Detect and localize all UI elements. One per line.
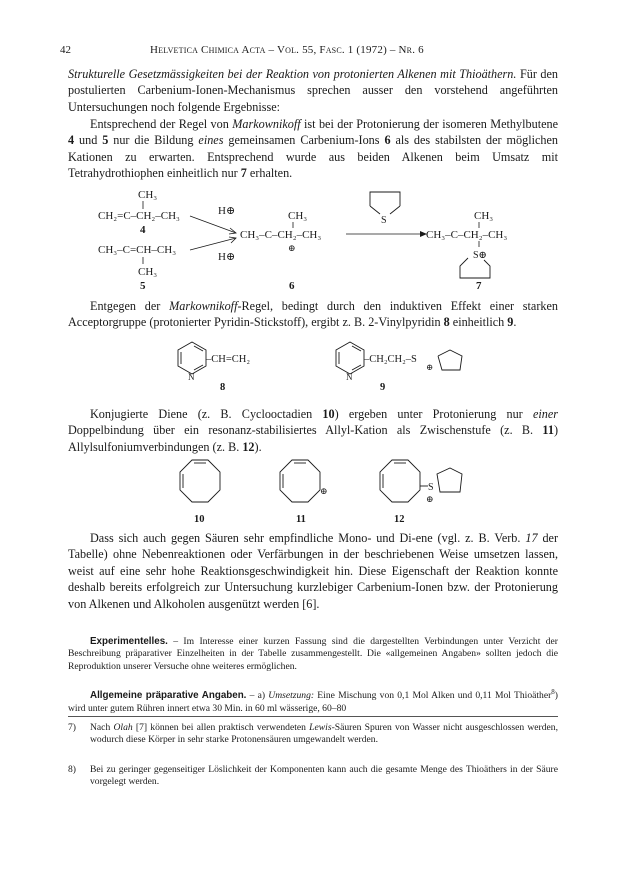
page-number: 42 [60, 44, 71, 56]
compound-4-formula: CH₂=C–CH₂–CH₃ [98, 210, 180, 222]
compound-label-10: 10 [194, 514, 205, 525]
ch3-label: CH₃ [138, 189, 158, 201]
footnote-mark: 7) [68, 722, 76, 733]
paragraph-anti-markownikoff: Entgegen der Markownikoff-Regel, bedingt durch den induktiven Effekt einer starken Acceptorgruppe (protonierter Pyridin-Stickstoff), ergibt z. B. 2-Vinylpyridin 8 einheitlich 9. [68, 299, 558, 330]
compound-label-4: 4 [140, 224, 146, 236]
product-7-formula: CH₃–C–CH₂–CH₃ [426, 229, 508, 241]
compound-label-12: 12 [394, 514, 405, 525]
name-markownikoff: Markownikoff [169, 299, 238, 313]
paragraph-intro [68, 66, 558, 115]
experimental-heading: Experimentelles. [90, 636, 168, 647]
sulfur-atom: S [428, 482, 434, 493]
name-markownikoff: Markownikoff [232, 117, 301, 131]
compound-label-11: 11 [296, 514, 306, 525]
general-heading: Allgemeine präparative Angaben. [90, 690, 247, 702]
ethyl-sulfonium-chain: –CH₂CH₂–S [364, 354, 417, 365]
compound-label-7: 7 [476, 280, 482, 292]
compound-5-formula: CH₃–C=CH–CH₃ [98, 244, 177, 256]
ch3-label: CH₃ [474, 210, 494, 222]
paragraph-reaction-rate: Dass sich auch gegen Säuren sehr empfindliche Mono- und Di-ene (vgl. z. B. Verb. 17 der Tabelle) ohne Nebenreaktionen oder Verfärbungen in der beschriebenen Weise umsetzen lassen, weist auf eine sehr hohe Reaktionsgeschwindigkeit hin. Diese Eigenschaft der Reaktion konnte deshalb bereits erfolgreich zur Untersuchung kurzlebiger Carbenium-Ionen bzw. der Protonierung von Alkenen und Alkoholen ausgenützt werden [6]. [68, 531, 558, 611]
compound-label-8: 8 [220, 382, 226, 393]
nitrogen-atom: N [346, 372, 353, 382]
compound-label-6: 6 [289, 280, 295, 292]
journal-title: Helvetica Chimica Acta – Vol. 55, Fasc. 1 (1972) – Nr. 6 [150, 44, 424, 56]
proton-label: H⊕ [218, 205, 236, 217]
positive-charge: ⊕ [320, 486, 328, 496]
compound-label-5: 5 [140, 280, 146, 292]
sulfonium-atom: S⊕ [473, 250, 487, 261]
footnote-mark: 8) [68, 764, 76, 775]
scheme-vinylpyridine [160, 340, 480, 398]
footnote-8: 8) Bei zu geringer gegenseitiger Löslichkeit der Komponenten kann auch die gesamte Menge des Thioäthers in der Säure vorgelegt werden. [68, 764, 558, 788]
positive-charge: ⊕ [288, 243, 296, 253]
paragraph-experimental: Experimentelles. – Im Interesse einer kurzen Fassung sind die dargestellten Verbindungen unter Verzicht der Beschreibung präparativer Einzelheiten in der Tabelle zusammengestellt. Die «allgemeinen Angaben» sollten jedoch die Reproduktion unserer Versuche ohne weiteres ermöglichen. [68, 636, 558, 672]
cation-6-formula: CH₃–C–CH₂–CH₃ [240, 229, 322, 241]
footnote-rule [68, 716, 558, 717]
nitrogen-atom: N [188, 372, 195, 382]
reaction-scheme-methylbutenes [90, 186, 530, 292]
ch3-label: CH₃ [138, 266, 158, 278]
vinyl-group: –CH=CH₂ [206, 354, 251, 365]
scheme-cyclooctadiene [160, 458, 480, 530]
positive-charge: ⊕ [426, 362, 434, 372]
intro-text: Für den postulierten Carbenium-Ionen-Mechanismus sprechen ausser den vorstehend angeführten Untersuchungen noch folgende Ergebnisse: [68, 67, 559, 114]
section-title: Strukturelle Gesetzmässigkeiten bei der Reaktion von protonierten Alkenen mit Thioäthern. [68, 67, 517, 81]
paragraph-dienes: Konjugierte Diene (z. B. Cyclooctadien 10) ergeben unter Protonierung nur einer Doppelbindung über ein resonanz-stabilisiertes Allyl-Kation als Zwischenstufe (z. B. 11) Allylsulfoniumverbindungen (z. B. 12). [68, 407, 558, 454]
compound-label-9: 9 [380, 382, 386, 393]
paragraph-general-procedure: Allgemeine präparative Angaben. – a) Umsetzung: Eine Mischung von 0,1 Mol Alken und 0,11 Mol Thioäther$^8$) wird unter gutem Rühren innert etwa 30 Min. in 60 ml wässerige, 60–80 [68, 688, 558, 714]
sulfur-atom: S [381, 215, 387, 226]
proton-label: H⊕ [218, 251, 236, 263]
positive-charge: ⊕ [426, 494, 434, 504]
paragraph-markownikoff: Entsprechend der Regel von Markownikoff ist bei der Protonierung der isomeren Methylbutene 4 und 5 nur die Bildung eines gemeinsamen Carbenium-Ions 6 als des stabilsten der möglichen Kationen zu erwarten. Entsprechend wurde aus beiden Alkenen beim Umsatz mit Tetrahydrothiophen einheitlich nur 7 erhalten. [68, 117, 558, 181]
ch3-label: CH₃ [288, 210, 308, 222]
footnote-7: 7) Nach Olah [7] können bei allen praktisch verwendeten Lewis-Säuren Spuren von Wasser nicht ausgeschlossen werden, wodurch diese Körper in sehr starke Protonensäuren umgewandelt werden. [68, 722, 558, 746]
